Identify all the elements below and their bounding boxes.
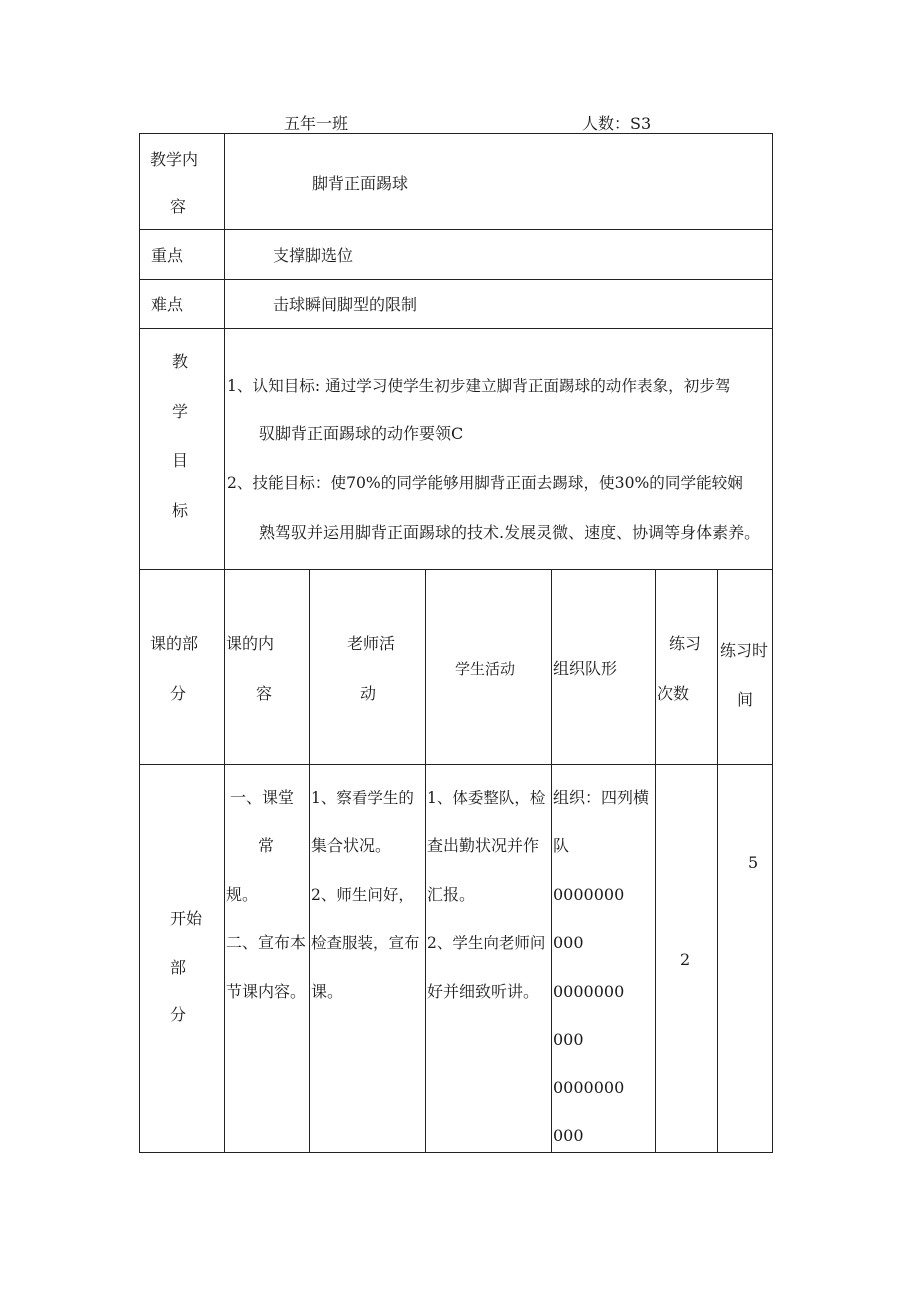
col-part-line2: 分 bbox=[170, 684, 187, 703]
start-time: 5 bbox=[748, 853, 759, 872]
col-reps-line1: 练习 bbox=[669, 634, 702, 653]
start-part-line1: 开始 bbox=[170, 909, 203, 928]
goal1-line1: 1、认知目标: 通过学习使学生初步建立脚背正面踢球的动作表象，初步驾 bbox=[227, 377, 731, 395]
goal1-line2: 驭脚背正面踢球的动作要领C bbox=[259, 424, 464, 443]
class-name: 五年一班 bbox=[284, 114, 349, 133]
start-part-line2: 部 bbox=[170, 958, 187, 977]
start-student-line3: 汇报。 bbox=[427, 885, 476, 904]
start-student-line4: 2、学生向老师问 bbox=[427, 934, 546, 952]
col-student: 学生活动 bbox=[455, 660, 516, 678]
start-content-line1: 一、课堂 bbox=[230, 788, 295, 807]
start-formation-line6: 000 bbox=[553, 1030, 584, 1049]
start-formation-line1: 组织：四列横 bbox=[553, 788, 650, 807]
start-content-line3: 规。 bbox=[226, 885, 259, 904]
col-time-line1: 练习时 bbox=[720, 641, 769, 660]
col-time-line2: 间 bbox=[737, 690, 754, 709]
col-content-line2: 容 bbox=[256, 684, 273, 703]
key-point-label: 重点 bbox=[151, 246, 184, 265]
content-label-line1: 教学内 bbox=[150, 150, 199, 169]
start-teacher-line4: 检查服装，宣布 bbox=[311, 934, 420, 952]
start-formation-line7: 0000000 bbox=[553, 1078, 625, 1097]
start-teacher-line3: 2、师生问好， bbox=[311, 886, 414, 904]
difficulty-label: 难点 bbox=[151, 295, 184, 314]
goal2-line1: 2、技能目标：使70%的同学能够用脚背正面去踢球，使30%的同学能较娴 bbox=[227, 474, 743, 492]
start-teacher-line1: 1、察看学生的 bbox=[311, 789, 414, 807]
goals-label-char-1: 教 bbox=[172, 352, 189, 371]
difficulty-value: 击球瞬间脚型的限制 bbox=[273, 295, 418, 314]
start-content-line2: 常 bbox=[258, 836, 275, 855]
start-formation-line2: 队 bbox=[553, 836, 570, 855]
content-label-line2: 容 bbox=[170, 197, 187, 216]
col-reps-line2: 次数 bbox=[657, 684, 690, 703]
goals-label-char-4: 标 bbox=[172, 501, 189, 520]
col-part-line1: 课的部 bbox=[150, 634, 199, 653]
col-content-line1: 课的内 bbox=[226, 634, 275, 653]
start-part-line3: 分 bbox=[170, 1005, 187, 1024]
start-teacher-line2: 集合状况。 bbox=[311, 836, 392, 855]
student-count: 人数：S3 bbox=[582, 114, 652, 133]
start-content-line4: 二、宣布本 bbox=[226, 933, 307, 952]
start-student-line1: 1、体委整队，检 bbox=[427, 789, 546, 807]
content-value: 脚背正面踢球 bbox=[312, 174, 409, 193]
col-formation: 组织队形 bbox=[553, 659, 618, 678]
start-formation-line8: 000 bbox=[553, 1126, 584, 1145]
col-teacher-line1: 老师活 bbox=[347, 634, 396, 653]
start-student-line2: 查出勤状况并作 bbox=[427, 836, 540, 855]
start-teacher-line5: 课。 bbox=[311, 982, 344, 1001]
start-student-line5: 好并细致听讲。 bbox=[427, 982, 540, 1001]
goals-label-char-3: 目 bbox=[172, 451, 189, 470]
start-formation-line3: 0000000 bbox=[553, 885, 625, 904]
start-formation-line4: 000 bbox=[553, 933, 584, 952]
start-content-line5: 节课内容。 bbox=[226, 982, 307, 1001]
key-point-value: 支撑脚选位 bbox=[273, 246, 354, 265]
goals-label-char-2: 学 bbox=[172, 402, 189, 421]
goal2-line2: 熟驾驭并运用脚背正面踢球的技术.发展灵微、速度、协调等身体素养。 bbox=[259, 523, 761, 542]
col-teacher-line2: 动 bbox=[360, 684, 377, 703]
start-reps: 2 bbox=[680, 950, 691, 969]
start-formation-line5: 0000000 bbox=[553, 982, 625, 1001]
